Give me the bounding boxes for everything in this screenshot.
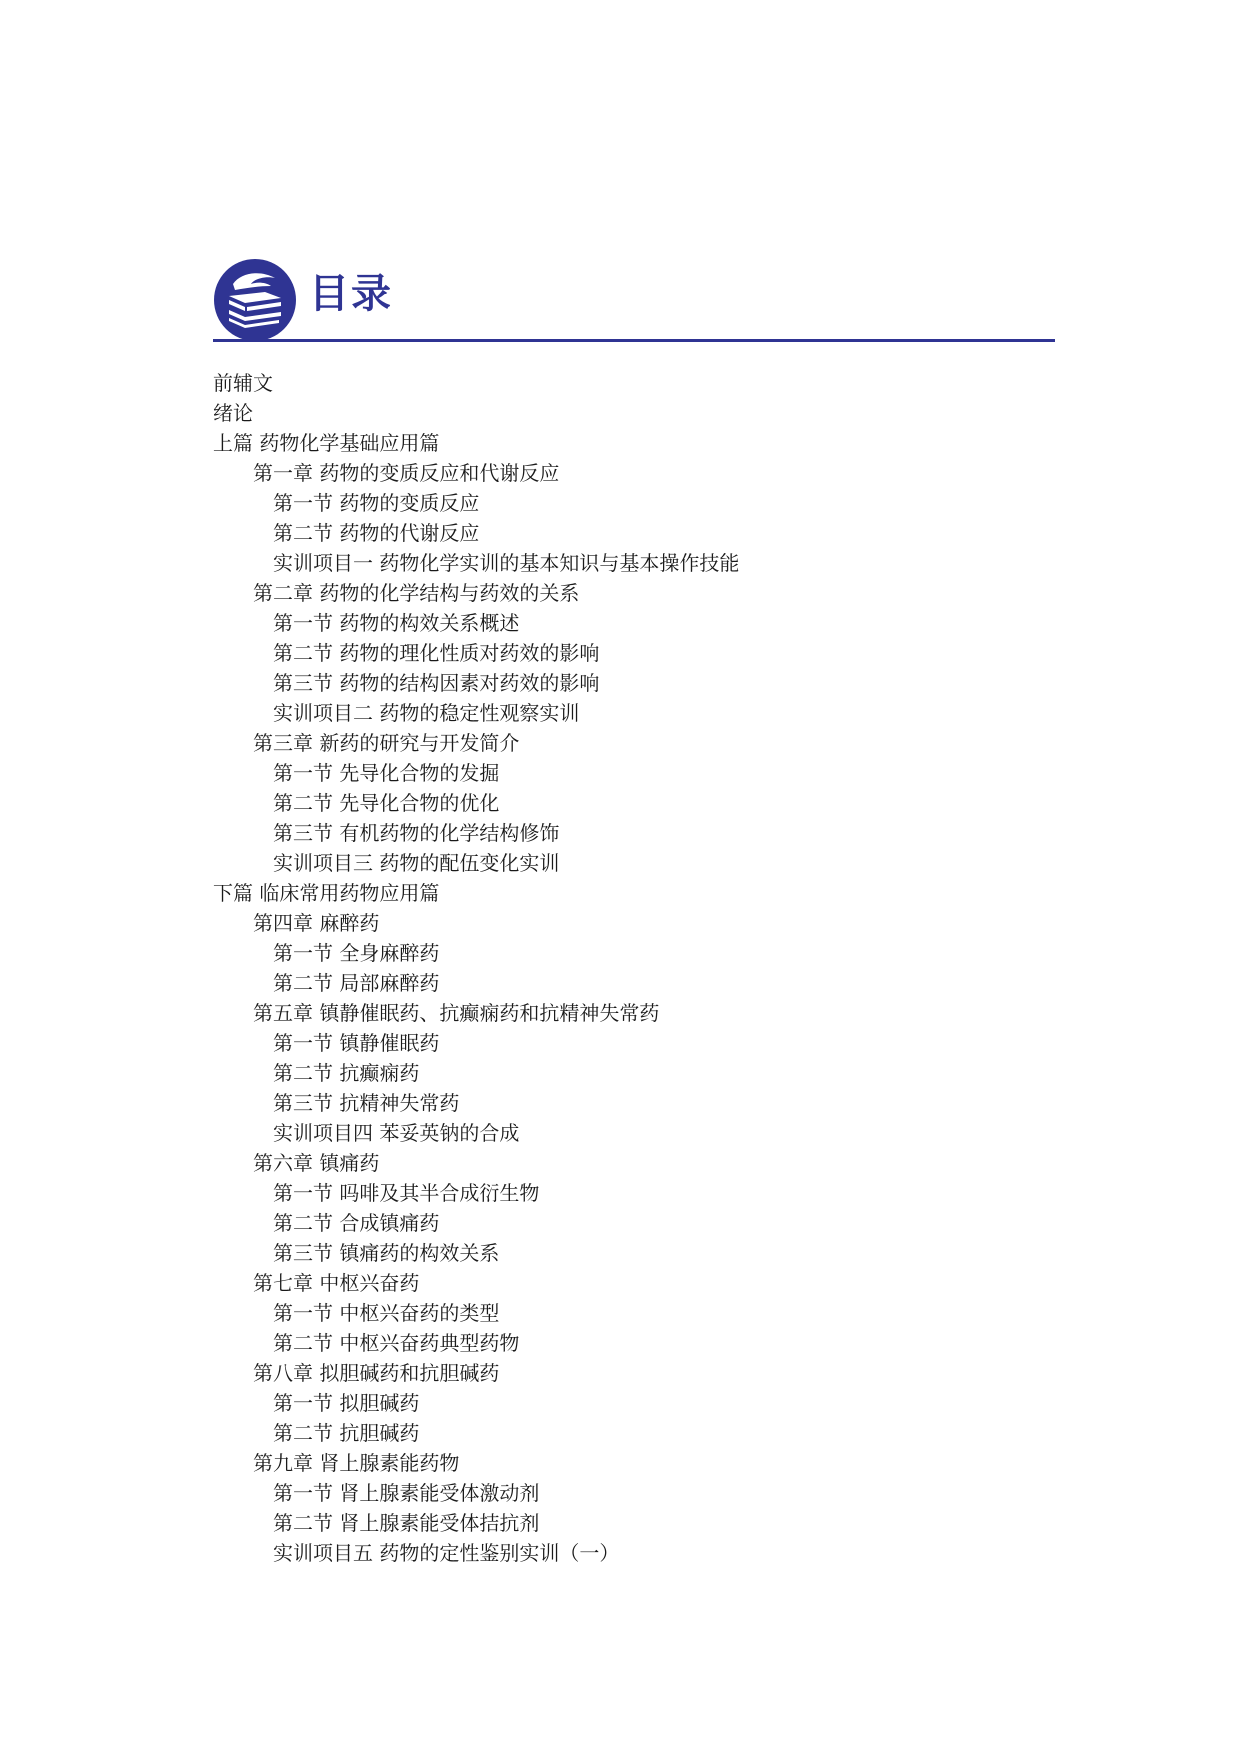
toc-entry: 实训项目五 药物的定性鉴别实训（一） — [273, 1541, 620, 1565]
toc-entry: 实训项目一 药物化学实训的基本知识与基本操作技能 — [273, 551, 740, 575]
toc-entry: 第四章 麻醉药 — [253, 911, 380, 935]
book-stack-icon — [213, 258, 297, 342]
toc-entry: 第二节 先导化合物的优化 — [273, 791, 500, 815]
toc-entry: 第一节 吗啡及其半合成衍生物 — [273, 1181, 540, 1205]
toc-entry: 第一节 镇静催眠药 — [273, 1031, 440, 1055]
toc-entry: 第二节 局部麻醉药 — [273, 971, 440, 995]
toc-entry: 实训项目四 苯妥英钠的合成 — [273, 1121, 520, 1145]
table-of-contents — [213, 368, 739, 1568]
toc-entry: 第二节 药物的代谢反应 — [273, 521, 480, 545]
toc-entry: 实训项目二 药物的稳定性观察实训 — [273, 701, 580, 725]
toc-header — [213, 258, 1055, 342]
toc-entry: 第二节 抗癫痫药 — [273, 1061, 420, 1085]
toc-entry: 第二节 抗胆碱药 — [273, 1421, 420, 1445]
toc-entry: 第一节 拟胆碱药 — [273, 1391, 420, 1415]
toc-entry: 第一节 药物的变质反应 — [273, 491, 480, 515]
toc-entry: 第二节 中枢兴奋药典型药物 — [273, 1331, 520, 1355]
toc-entry: 第一节 先导化合物的发掘 — [273, 761, 500, 785]
toc-entry: 第二章 药物的化学结构与药效的关系 — [253, 581, 580, 605]
toc-entry: 第九章 肾上腺素能药物 — [253, 1451, 460, 1475]
toc-entry: 第三节 抗精神失常药 — [273, 1091, 460, 1115]
page-title: 目录 — [309, 271, 393, 317]
toc-entry: 上篇 药物化学基础应用篇 — [213, 431, 440, 455]
toc-entry: 第一节 中枢兴奋药的类型 — [273, 1301, 500, 1325]
toc-entry: 第一节 肾上腺素能受体激动剂 — [273, 1481, 540, 1505]
toc-entry: 第五章 镇静催眠药、抗癫痫药和抗精神失常药 — [253, 1001, 660, 1025]
toc-entry: 绪论 — [213, 401, 253, 425]
toc-entry: 第一章 药物的变质反应和代谢反应 — [253, 461, 560, 485]
toc-entry: 第二节 合成镇痛药 — [273, 1211, 440, 1235]
toc-entry: 第六章 镇痛药 — [253, 1151, 380, 1175]
toc-entry: 下篇 临床常用药物应用篇 — [213, 881, 440, 905]
toc-entry: 第二节 肾上腺素能受体拮抗剂 — [273, 1511, 540, 1535]
toc-entry: 实训项目三 药物的配伍变化实训 — [273, 851, 560, 875]
toc-entry: 前辅文 — [213, 371, 273, 395]
toc-entry: 第三章 新药的研究与开发简介 — [253, 731, 520, 755]
toc-entry: 第一节 药物的构效关系概述 — [273, 611, 520, 635]
toc-entry: 第三节 有机药物的化学结构修饰 — [273, 821, 560, 845]
title-divider — [213, 339, 1055, 342]
toc-entry: 第七章 中枢兴奋药 — [253, 1271, 420, 1295]
toc-entry: 第三节 镇痛药的构效关系 — [273, 1241, 500, 1265]
toc-entry: 第二节 药物的理化性质对药效的影响 — [273, 641, 600, 665]
toc-entry: 第三节 药物的结构因素对药效的影响 — [273, 671, 600, 695]
toc-entry: 第一节 全身麻醉药 — [273, 941, 440, 965]
toc-entry: 第八章 拟胆碱药和抗胆碱药 — [253, 1361, 500, 1385]
